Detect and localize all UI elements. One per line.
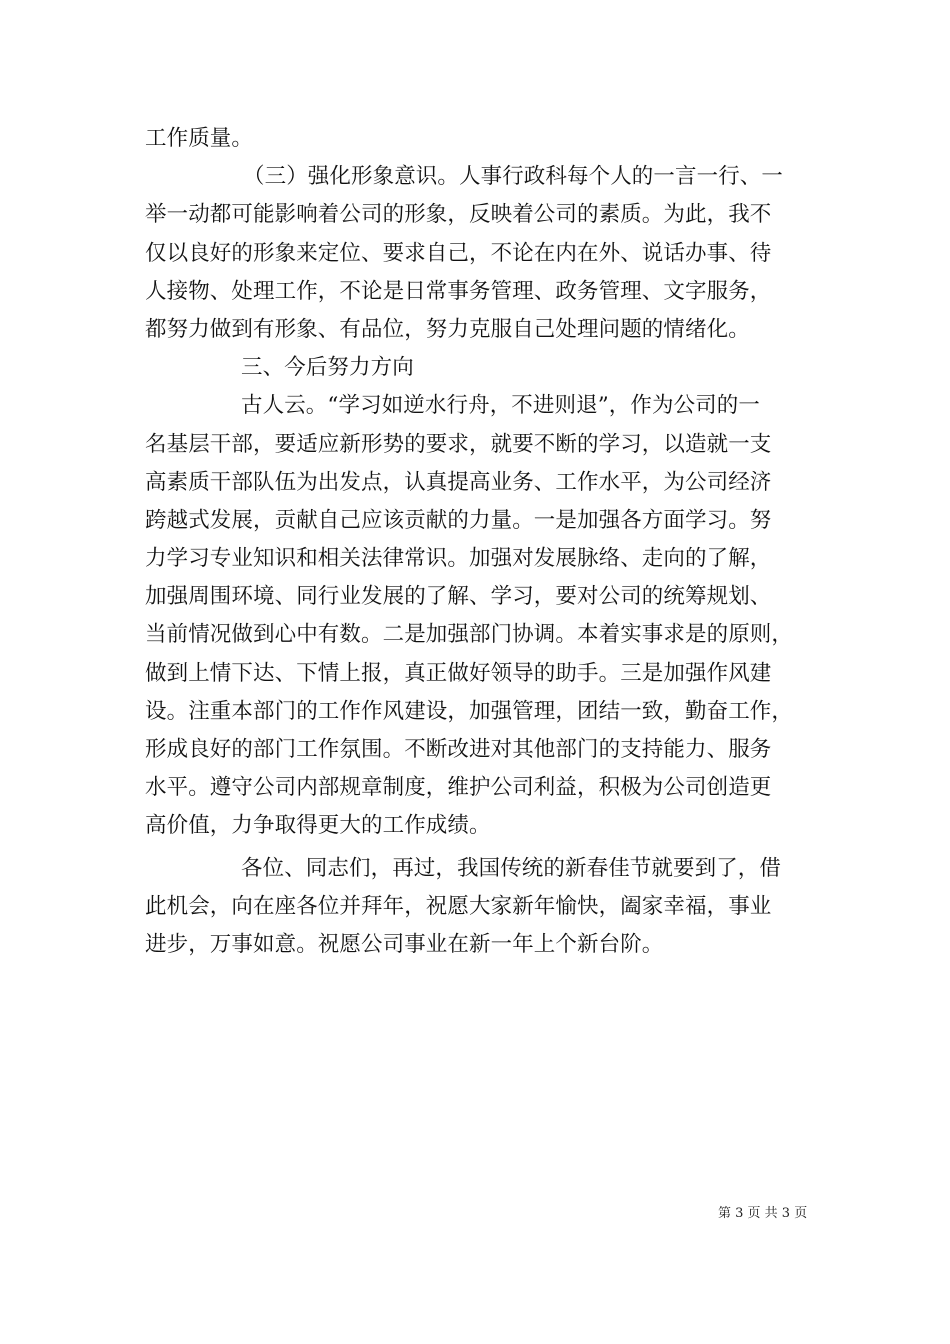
paragraph-line: 仅以良好的形象来定位、要求自己，不论在内在外、说话办事、待	[145, 240, 772, 266]
paragraph-line: 形成良好的部门工作氛围。不断改进对其他部门的支持能力、服务	[145, 737, 772, 762]
paragraph-line: 设。注重本部门的工作作风建设，加强管理，团结一致，勤奋工作，	[145, 698, 794, 724]
paragraph-line: 力学习专业知识和相关法律常识。加强对发展脉络、走向的了解，	[145, 546, 772, 572]
section-heading-future-direction: 三、今后努力方向	[241, 355, 414, 381]
document-body	[145, 120, 825, 964]
paragraph-line: 人接物、处理工作，不论是日常事务管理、政务管理、文字服务，	[145, 278, 772, 304]
paragraph-line: 加强周围环境、同行业发展的了解、学习，要对公司的统筹规划、	[145, 584, 772, 610]
paragraph-line: 古人云。“学习如逆水行舟，不进则退”，作为公司的一	[241, 393, 760, 419]
section-heading-3: （三）强化形象意识。人事行政科每个人的一言一行、一	[243, 164, 784, 190]
paragraph-line: 当前情况做到心中有数。二是加强部门协调。本着实事求是的原则，	[145, 622, 794, 648]
paragraph-line: 名基层干部，要适应新形势的要求，就要不断的学习，以造就一支	[145, 431, 772, 457]
paragraph-line: 工作质量。	[145, 126, 254, 151]
paragraph-line: 举一动都可能影响着公司的形象，反映着公司的素质。为此，我不	[145, 202, 772, 228]
paragraph-line: 高价值，力争取得更大的工作成绩。	[145, 813, 491, 839]
paragraph-line: 都努力做到有形象、有品位，努力克服自己处理问题的情绪化。	[145, 316, 750, 342]
page-number: 第 3 页 共 3 页	[718, 1206, 808, 1221]
paragraph-line: 跨越式发展，贡献自己应该贡献的力量。一是加强各方面学习。努	[145, 507, 772, 533]
paragraph-line: 此机会，向在座各位并拜年，祝愿大家新年愉快，阖家幸福，事业	[145, 893, 772, 919]
paragraph-line: 进步，万事如意。祝愿公司事业在新一年上个新台阶。	[145, 931, 664, 957]
paragraph-line: 水平。遵守公司内部规章制度，维护公司利益，积极为公司创造更	[145, 775, 772, 801]
paragraph-line: 高素质干部队伍为出发点，认真提高业务、工作水平，为公司经济	[145, 469, 772, 495]
paragraph-line: 做到上情下达、下情上报，真正做好领导的助手。三是加强作风建	[145, 660, 772, 686]
paragraph-line: 各位、同志们，再过，我国传统的新春佳节就要到了，借	[241, 855, 782, 881]
